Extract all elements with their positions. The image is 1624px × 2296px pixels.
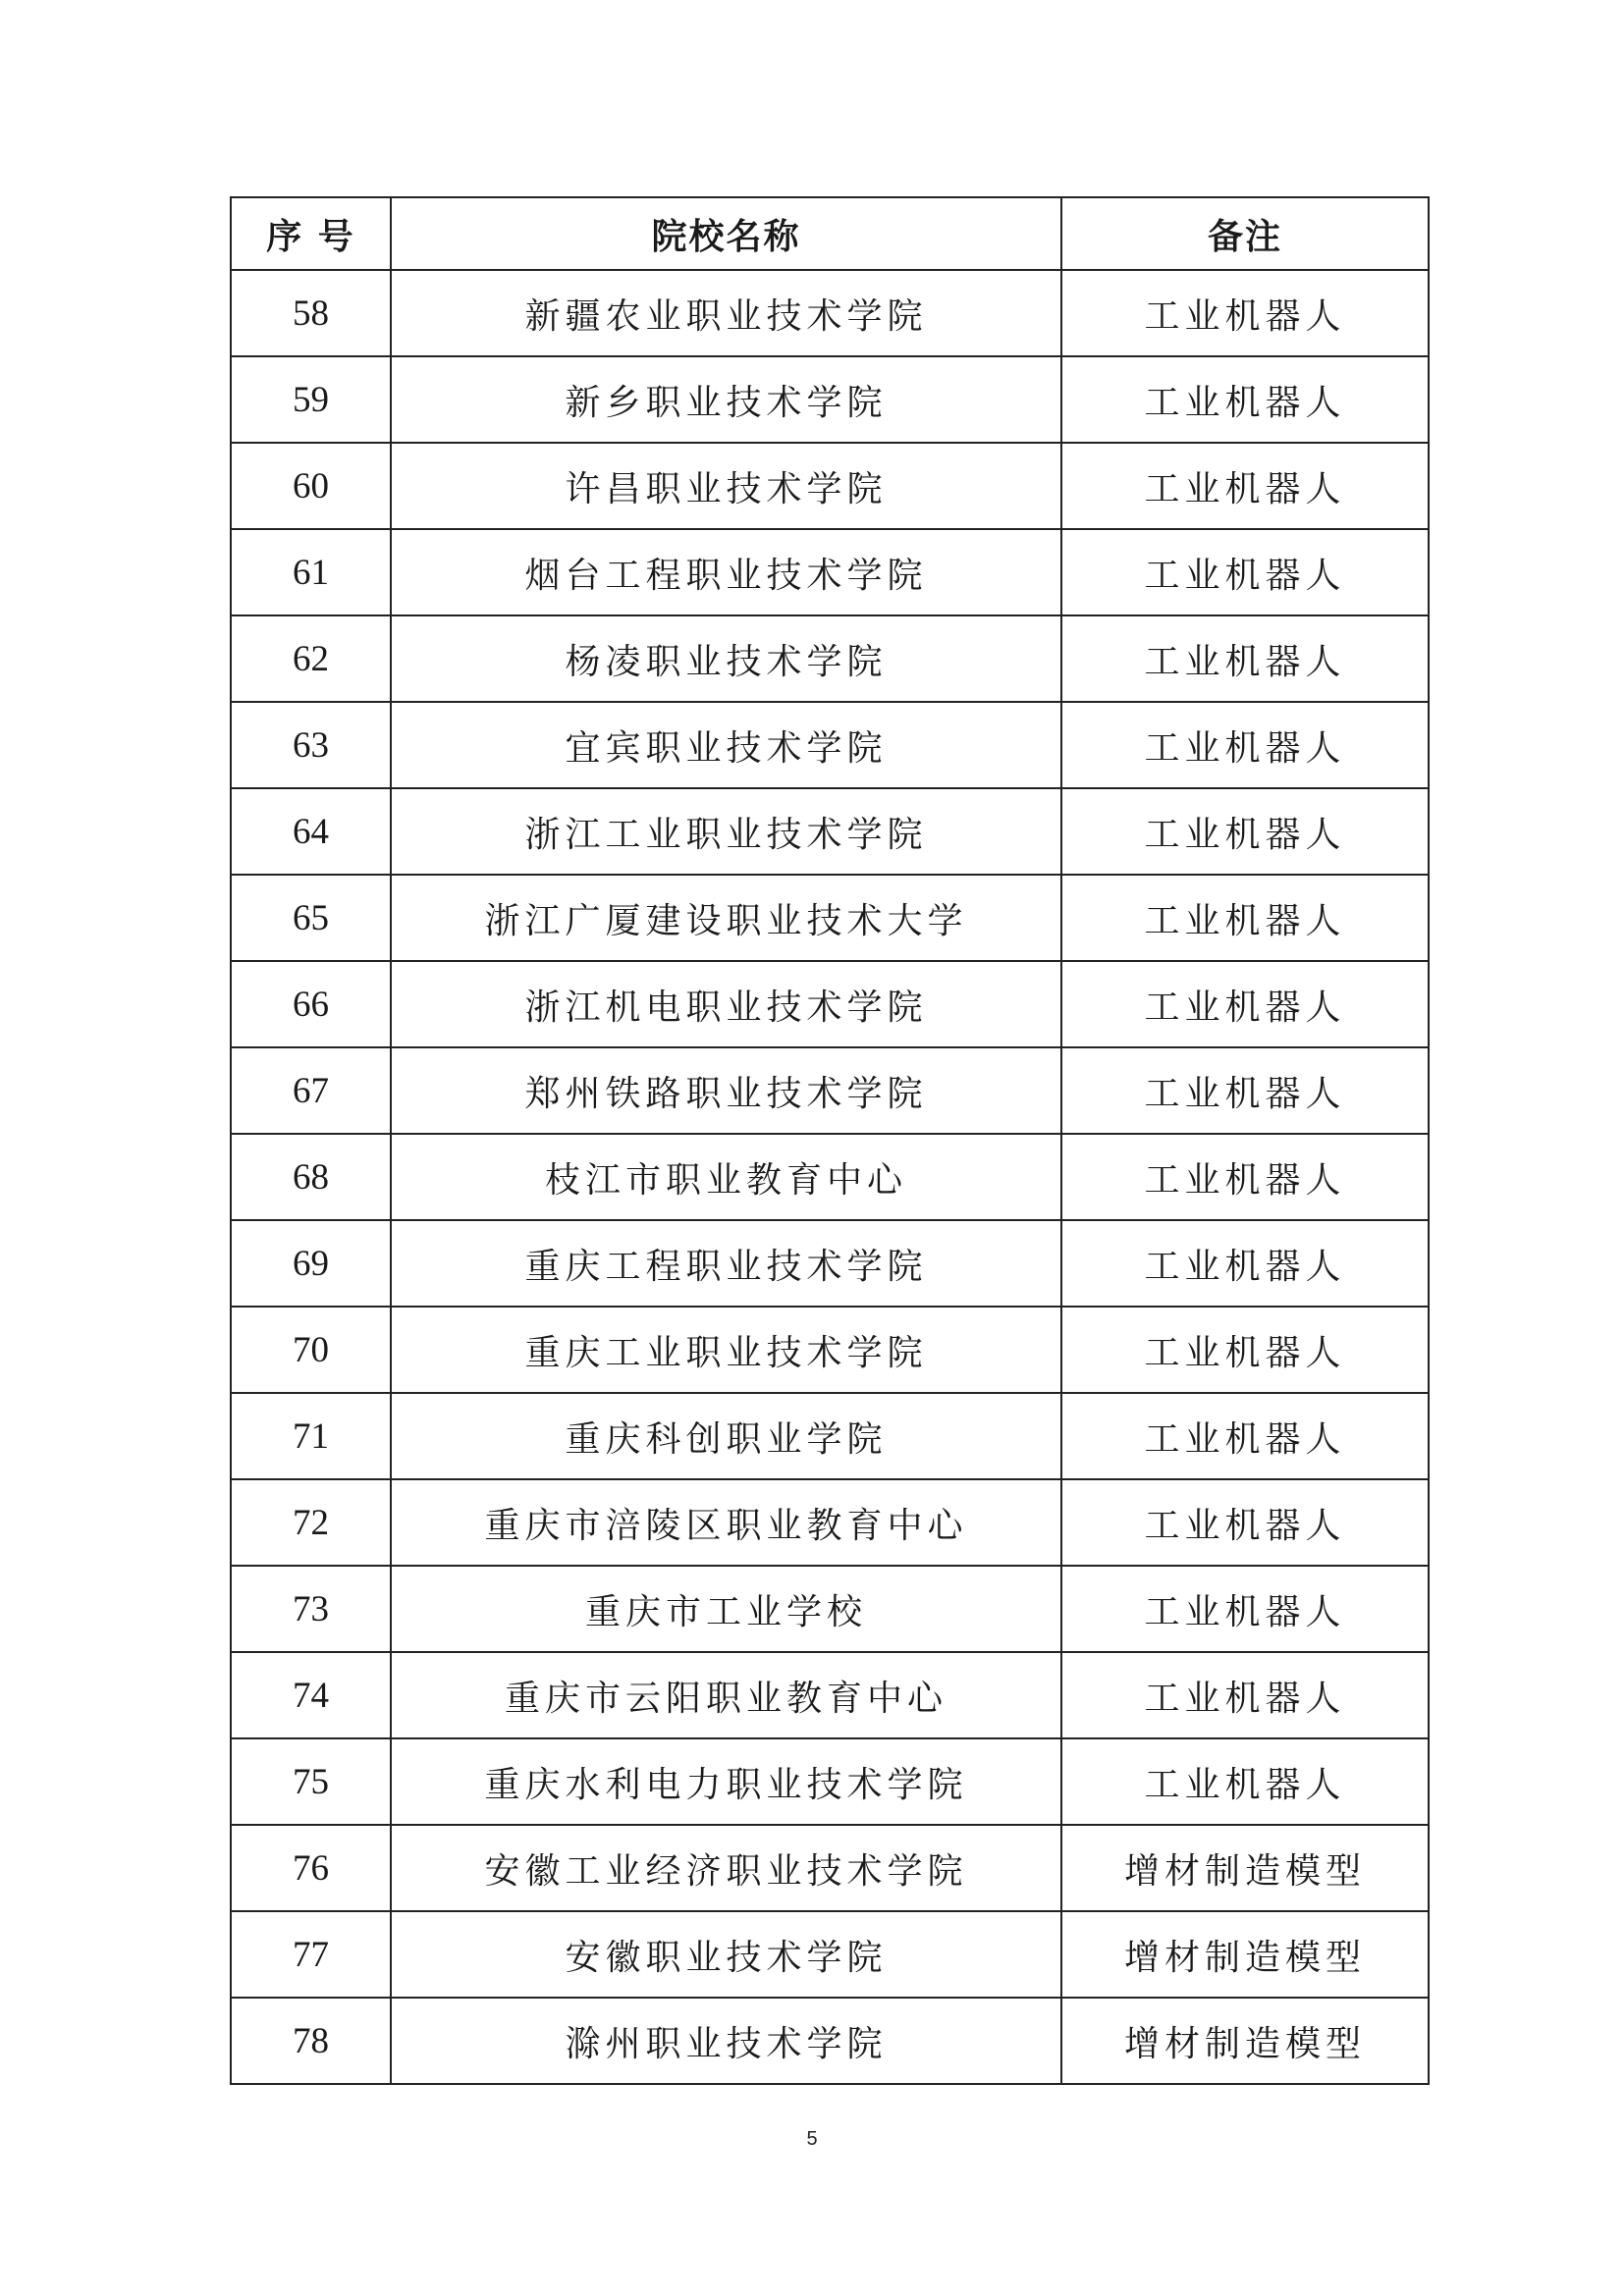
school-name-cell: 重庆市涪陵区职业教育中心 (391, 1479, 1061, 1566)
school-name-cell: 重庆水利电力职业技术学院 (391, 1738, 1061, 1825)
table-row (231, 529, 1429, 615)
serial-number-cell: 71 (231, 1393, 391, 1479)
header-remarks: 备注 (1061, 197, 1429, 270)
remarks-cell: 增材制造模型 (1061, 1911, 1429, 1998)
table-row (231, 961, 1429, 1047)
table-row (231, 788, 1429, 875)
table-row (231, 1738, 1429, 1825)
serial-number-cell: 75 (231, 1738, 391, 1825)
remarks-cell: 工业机器人 (1061, 443, 1429, 529)
serial-number-cell: 70 (231, 1307, 391, 1393)
serial-number-cell: 68 (231, 1134, 391, 1220)
serial-number-cell: 78 (231, 1998, 391, 2084)
remarks-cell: 工业机器人 (1061, 615, 1429, 702)
school-name-cell: 重庆市工业学校 (391, 1566, 1061, 1652)
school-name-cell: 新乡职业技术学院 (391, 356, 1061, 443)
table-row (231, 1393, 1429, 1479)
school-name-cell: 重庆科创职业学院 (391, 1393, 1061, 1479)
school-name-cell: 郑州铁路职业技术学院 (391, 1047, 1061, 1134)
remarks-cell: 增材制造模型 (1061, 1825, 1429, 1911)
serial-number-cell: 69 (231, 1220, 391, 1307)
serial-number-cell: 74 (231, 1652, 391, 1738)
remarks-cell: 工业机器人 (1061, 1047, 1429, 1134)
remarks-cell: 工业机器人 (1061, 1134, 1429, 1220)
table-row (231, 356, 1429, 443)
serial-number-cell: 62 (231, 615, 391, 702)
table-row (231, 1307, 1429, 1393)
remarks-cell: 工业机器人 (1061, 1652, 1429, 1738)
remarks-cell: 工业机器人 (1061, 1220, 1429, 1307)
school-name-cell: 浙江机电职业技术学院 (391, 961, 1061, 1047)
school-name-cell: 重庆市云阳职业教育中心 (391, 1652, 1061, 1738)
school-name-cell: 烟台工程职业技术学院 (391, 529, 1061, 615)
serial-number-cell: 73 (231, 1566, 391, 1652)
table-row (231, 1652, 1429, 1738)
remarks-cell: 工业机器人 (1061, 270, 1429, 356)
header-school-name: 院校名称 (391, 197, 1061, 270)
remarks-cell: 工业机器人 (1061, 788, 1429, 875)
remarks-cell: 工业机器人 (1061, 529, 1429, 615)
table-row (231, 1566, 1429, 1652)
serial-number-cell: 67 (231, 1047, 391, 1134)
remarks-cell: 工业机器人 (1061, 1566, 1429, 1652)
remarks-cell: 工业机器人 (1061, 961, 1429, 1047)
school-name-cell: 枝江市职业教育中心 (391, 1134, 1061, 1220)
table-row (231, 1220, 1429, 1307)
school-name-cell: 重庆工程职业技术学院 (391, 1220, 1061, 1307)
table-header-row (231, 197, 1429, 270)
remarks-cell: 工业机器人 (1061, 356, 1429, 443)
table-row (231, 1047, 1429, 1134)
serial-number-cell: 76 (231, 1825, 391, 1911)
school-name-cell: 浙江工业职业技术学院 (391, 788, 1061, 875)
serial-number-cell: 65 (231, 875, 391, 961)
remarks-cell: 增材制造模型 (1061, 1998, 1429, 2084)
table-row (231, 1134, 1429, 1220)
school-list-table (230, 196, 1430, 2085)
remarks-cell: 工业机器人 (1061, 1307, 1429, 1393)
table-row (231, 443, 1429, 529)
remarks-cell: 工业机器人 (1061, 875, 1429, 961)
remarks-cell: 工业机器人 (1061, 1479, 1429, 1566)
table-row (231, 1825, 1429, 1911)
table-row (231, 1479, 1429, 1566)
table-row (231, 875, 1429, 961)
table-body (231, 270, 1429, 2084)
school-name-cell: 许昌职业技术学院 (391, 443, 1061, 529)
school-name-cell: 安徽工业经济职业技术学院 (391, 1825, 1061, 1911)
serial-number-cell: 59 (231, 356, 391, 443)
serial-number-cell: 64 (231, 788, 391, 875)
school-name-cell: 安徽职业技术学院 (391, 1911, 1061, 1998)
table-row (231, 702, 1429, 788)
school-name-cell: 重庆工业职业技术学院 (391, 1307, 1061, 1393)
remarks-cell: 工业机器人 (1061, 702, 1429, 788)
table-row (231, 615, 1429, 702)
remarks-cell: 工业机器人 (1061, 1393, 1429, 1479)
serial-number-cell: 58 (231, 270, 391, 356)
school-name-cell: 杨凌职业技术学院 (391, 615, 1061, 702)
school-name-cell: 新疆农业职业技术学院 (391, 270, 1061, 356)
school-name-cell: 滁州职业技术学院 (391, 1998, 1061, 2084)
serial-number-cell: 61 (231, 529, 391, 615)
serial-number-cell: 72 (231, 1479, 391, 1566)
serial-number-cell: 77 (231, 1911, 391, 1998)
serial-number-cell: 63 (231, 702, 391, 788)
table-row (231, 1998, 1429, 2084)
serial-number-cell: 60 (231, 443, 391, 529)
table-row (231, 270, 1429, 356)
page-number: 5 (806, 2128, 818, 2150)
table-row (231, 1911, 1429, 1998)
header-serial-number: 序 号 (231, 197, 391, 270)
remarks-cell: 工业机器人 (1061, 1738, 1429, 1825)
school-name-cell: 宜宾职业技术学院 (391, 702, 1061, 788)
school-name-cell: 浙江广厦建设职业技术大学 (391, 875, 1061, 961)
serial-number-cell: 66 (231, 961, 391, 1047)
